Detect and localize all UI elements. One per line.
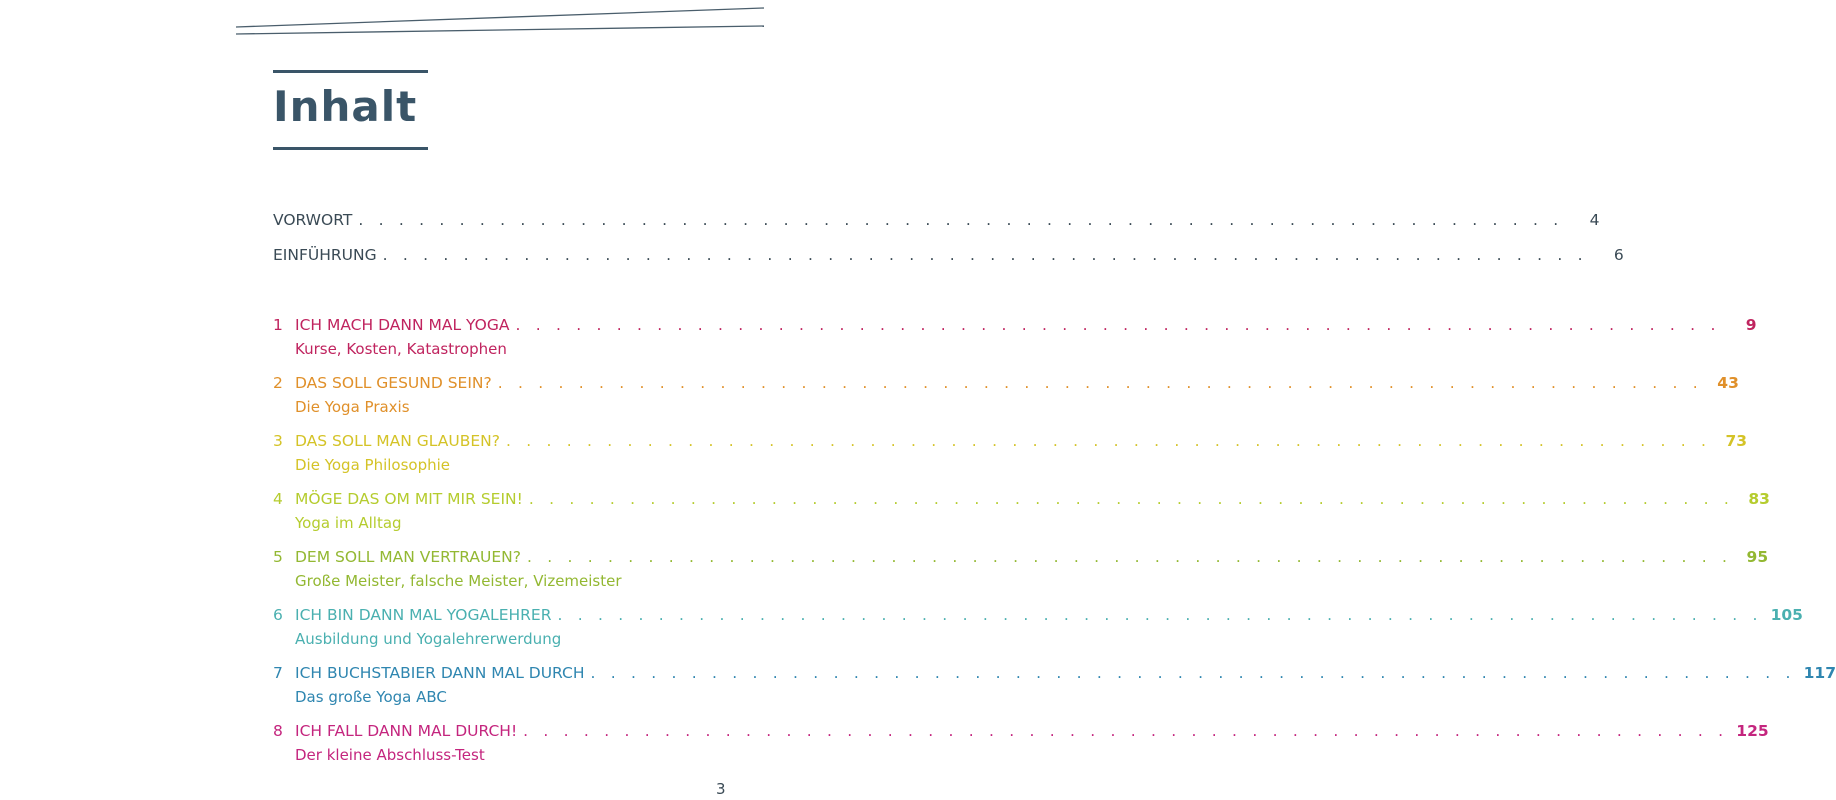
chapter-number: 5 bbox=[273, 548, 283, 566]
dot-leader: . . . . . . . . . . . . . . . . . . . . . . . . . . . . . . . . . . . . . . . . . . . . . . . . . . . . . . . . . . . . bbox=[526, 548, 1733, 566]
page-number: 3 bbox=[716, 780, 726, 798]
toc-entry-einfuehrung[interactable] bbox=[273, 244, 1624, 266]
chapter-subtitle: Yoga im Alltag bbox=[295, 514, 402, 532]
chapter-number: 2 bbox=[273, 374, 283, 392]
page-title: Inhalt bbox=[273, 82, 418, 131]
toc-entry-label: EINFÜHRUNG bbox=[273, 246, 377, 264]
chapter-heading bbox=[273, 604, 1803, 626]
chapter-heading bbox=[273, 314, 1757, 336]
dot-leader: . . . . . . . . . . . . . . . . . . . . . . . . . . . . . . . . . . . . . . . . . . . . . . . . . . . . . . . . . . . . bbox=[505, 432, 1712, 450]
chapter-subtitle: Das große Yoga ABC bbox=[295, 688, 447, 706]
chapter-number: 6 bbox=[273, 606, 283, 624]
chapter-subtitle: Die Yoga Philosophie bbox=[295, 456, 451, 474]
toc-entry-vorwort[interactable] bbox=[273, 209, 1600, 231]
toc-entry-label: VORWORT bbox=[273, 211, 353, 229]
chapter-number: 4 bbox=[273, 490, 283, 508]
dot-leader: . . . . . . . . . . . . . . . . . . . . . . . . . . . . . . . . . . . . . . . . . . . . . . . . . . . . . . . . . . . . bbox=[358, 211, 1564, 229]
dot-leader: . . . . . . . . . . . . . . . . . . . . . . . . . . . . . . . . . . . . . . . . . . . . . . . . . . . . . . . . . . . . bbox=[515, 316, 1721, 334]
chapter-subtitle: Die Yoga Praxis bbox=[295, 398, 410, 416]
dot-leader: . . . . . . . . . . . . . . . . . . . . . . . . . . . . . . . . . . . . . . . . . . . . . . . . . . . . . . . . . . . . bbox=[590, 664, 1796, 682]
chapter-subtitle: Ausbildung und Yogalehrerwerdung bbox=[295, 630, 562, 648]
chapter-title: ICH FALL DANN MAL DURCH! bbox=[295, 722, 518, 740]
decorative-lines bbox=[236, 0, 764, 40]
chapter-title: DEM SOLL MAN VERTRAUEN? bbox=[295, 548, 521, 566]
chapter-heading bbox=[273, 720, 1769, 742]
chapter-page: 117 bbox=[1803, 664, 1836, 682]
chapter-number: 1 bbox=[273, 316, 283, 334]
dot-leader: . . . . . . . . . . . . . . . . . . . . . . . . . . . . . . . . . . . . . . . . . . . . . . . . . . . . . . . . . . . . bbox=[528, 490, 1734, 508]
chapter-heading bbox=[273, 430, 1748, 452]
chapter-title: DAS SOLL MAN GLAUBEN? bbox=[295, 432, 500, 450]
chapter-page: 95 bbox=[1746, 548, 1769, 566]
chapter-number: 3 bbox=[273, 432, 283, 450]
dot-leader: . . . . . . . . . . . . . . . . . . . . . . . . . . . . . . . . . . . . . . . . . . . . . . . . . . . . . . . . . . . . bbox=[557, 606, 1763, 624]
dot-leader: . . . . . . . . . . . . . . . . . . . . . . . . . . . . . . . . . . . . . . . . . . . . . . . . . . . . . . . . . . . . bbox=[523, 722, 1729, 740]
chapter-title: ICH MACH DANN MAL YOGA bbox=[295, 316, 510, 334]
chapter-page: 105 bbox=[1770, 606, 1803, 624]
chapter-page: 43 bbox=[1717, 374, 1739, 392]
chapter-number: 7 bbox=[273, 664, 283, 682]
chapter-title: ICH BUCHSTABIER DANN MAL DURCH bbox=[295, 664, 585, 682]
title-top-rule bbox=[273, 70, 428, 73]
chapter-page: 83 bbox=[1748, 490, 1770, 508]
chapter-heading bbox=[273, 372, 1739, 394]
title-block bbox=[273, 70, 429, 150]
chapter-page: 73 bbox=[1725, 432, 1748, 450]
chapter-subtitle: Große Meister, falsche Meister, Vizemeister bbox=[295, 572, 622, 590]
chapter-heading bbox=[273, 546, 1769, 568]
chapter-title: DAS SOLL GESUND SEIN? bbox=[295, 374, 492, 392]
chapter-subtitle: Der kleine Abschluss-Test bbox=[295, 746, 485, 764]
chapter-subtitle: Kurse, Kosten, Katastrophen bbox=[295, 340, 507, 358]
toc-entry-page: 4 bbox=[1589, 211, 1600, 229]
chapter-heading bbox=[273, 662, 1836, 684]
chapter-number: 8 bbox=[273, 722, 283, 740]
chapter-title: ICH BIN DANN MAL YOGALEHRER bbox=[295, 606, 552, 624]
chapter-page: 9 bbox=[1745, 316, 1757, 334]
chapter-title: MÖGE DAS OM MIT MIR SEIN! bbox=[295, 490, 523, 508]
toc-entry-page: 6 bbox=[1613, 246, 1624, 264]
chapter-heading bbox=[273, 488, 1770, 510]
chapter-page: 125 bbox=[1736, 722, 1769, 740]
dot-leader: . . . . . . . . . . . . . . . . . . . . . . . . . . . . . . . . . . . . . . . . . . . . . . . . . . . . . . . . . . . . bbox=[382, 246, 1588, 264]
title-bottom-rule bbox=[273, 147, 428, 150]
dot-leader: . . . . . . . . . . . . . . . . . . . . . . . . . . . . . . . . . . . . . . . . . . . . . . . . . . . . . . . . . . . . bbox=[497, 374, 1703, 392]
